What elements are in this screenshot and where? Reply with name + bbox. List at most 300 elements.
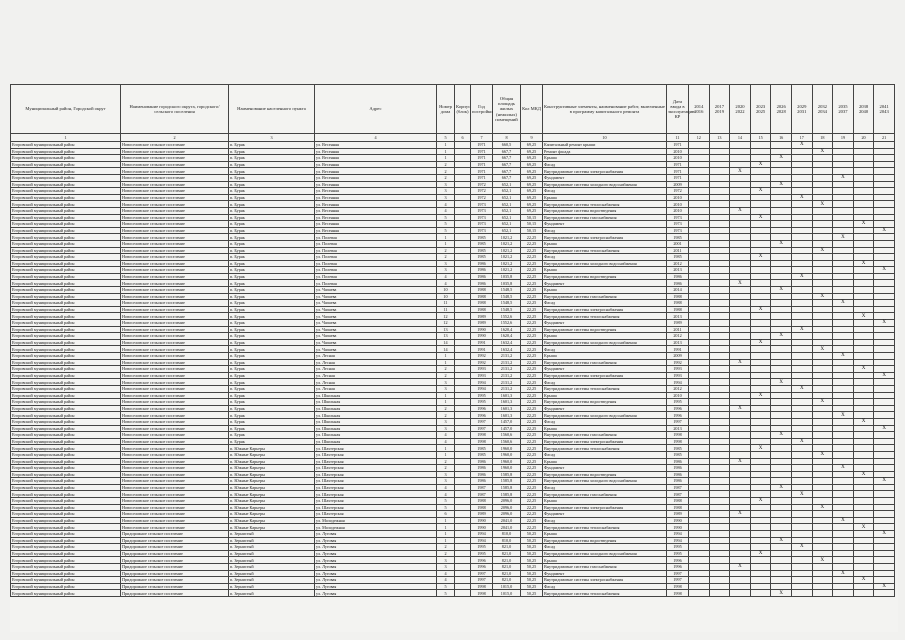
work-cell: Внутридомовые системы газоснабжения (543, 564, 667, 571)
period-mark-cell (853, 478, 874, 485)
locality-cell: п. Зернистый (229, 570, 315, 577)
period-mark-cell (689, 478, 710, 485)
locality-cell: п. Буряк (229, 300, 315, 307)
work-cell: Фундамент (543, 570, 667, 577)
period-mark-cell (709, 320, 730, 327)
period-mark-cell (709, 583, 730, 590)
period-mark-cell (750, 531, 771, 538)
period-mark-cell (812, 491, 833, 498)
kr-date-cell: 2013 (667, 313, 689, 320)
period-mark-cell (730, 333, 751, 340)
locality-cell: п. Буряк (229, 227, 315, 234)
column-number: 7 (471, 134, 493, 142)
year-cell: 1997 (471, 570, 493, 577)
period-mark-cell (812, 405, 833, 412)
kr-date-cell: 1971 (667, 174, 689, 181)
address-cell: ул. Чапаева (315, 287, 437, 294)
period-mark-cell (791, 313, 812, 320)
work-cell: Фундамент (543, 511, 667, 518)
area-cell: 810,0 (493, 537, 521, 544)
column-number: 4 (315, 134, 437, 142)
locality-cell: п. Буряк (229, 379, 315, 386)
district-cell: Егоровский муниципальный район (11, 188, 121, 195)
district-cell: Егоровский муниципальный район (11, 491, 121, 498)
period-mark-cell (709, 201, 730, 208)
address-cell: ул. Шахтерская (315, 504, 437, 511)
period-mark-cell (874, 346, 895, 353)
period-mark-cell (853, 564, 874, 571)
work-cell: Внутридомовые системы холодного водоснабжения (543, 339, 667, 346)
year-cell: 1985 (471, 240, 493, 247)
mkd-cell: 22,25 (521, 366, 543, 373)
period-mark-cell: X (771, 155, 792, 162)
area-cell: 821,0 (493, 550, 521, 557)
table-row (11, 577, 895, 584)
work-cell: Внутридомовые системы газоснабжения (543, 214, 667, 221)
header-locality: Наименование населенного пункта (229, 85, 315, 134)
work-cell: Внутридомовые системы электроснабжения (543, 168, 667, 175)
block-cell (455, 306, 471, 313)
table-row (11, 188, 895, 195)
year-cell: 1986 (471, 471, 493, 478)
settlement-cell: Новоселовское сельское поселение (121, 247, 229, 254)
period-mark-cell (689, 379, 710, 386)
block-cell (455, 339, 471, 346)
house-cell: 2 (437, 544, 455, 551)
period-mark-cell (812, 287, 833, 294)
period-mark-cell (730, 194, 751, 201)
period-mark-cell (689, 385, 710, 392)
settlement-cell: Новоселовское сельское поселение (121, 333, 229, 340)
block-cell (455, 498, 471, 505)
period-mark-cell (853, 207, 874, 214)
area-cell: 1021,2 (493, 260, 521, 267)
work-cell: Внутридомовые системы теплоснабжения (543, 524, 667, 531)
year-cell: 1985 (471, 234, 493, 241)
work-cell: Внутридомовые системы электроснабжения (543, 438, 667, 445)
period-mark-cell (689, 438, 710, 445)
year-cell: 1988 (471, 287, 493, 294)
period-mark-cell (833, 142, 854, 149)
table-row (11, 425, 895, 432)
period-mark-cell (771, 161, 792, 168)
period-mark-cell (730, 478, 751, 485)
period-mark-cell: X (750, 339, 771, 346)
kr-date-cell: 1986 (667, 458, 689, 465)
house-cell: 3 (437, 471, 455, 478)
period-mark-cell (833, 326, 854, 333)
locality-cell: п. Южные Карьеры (229, 445, 315, 452)
period-mark-cell (730, 425, 751, 432)
period-mark-cell (689, 155, 710, 162)
year-cell: 1991 (471, 346, 493, 353)
area-cell: 2131,2 (493, 372, 521, 379)
column-number: 15 (750, 134, 771, 142)
address-cell: ул. Весенняя (315, 155, 437, 162)
period-mark-cell (709, 142, 730, 149)
mkd-cell: 50,25 (521, 557, 543, 564)
period-mark-cell (689, 214, 710, 221)
address-cell: ул. Шахтерская (315, 498, 437, 505)
period-mark-cell (812, 583, 833, 590)
settlement-cell: Новоселовское сельское поселение (121, 445, 229, 452)
period-mark-cell (874, 412, 895, 419)
settlement-cell: Новоселовское сельское поселение (121, 300, 229, 307)
house-cell: 5 (437, 583, 455, 590)
period-mark-cell (750, 385, 771, 392)
table-row (11, 531, 895, 538)
locality-cell: п. Буряк (229, 181, 315, 188)
period-mark-cell (771, 306, 792, 313)
period-mark-cell (874, 293, 895, 300)
year-cell: 1973 (471, 227, 493, 234)
district-cell: Егоровский муниципальный район (11, 346, 121, 353)
house-cell: 2 (437, 372, 455, 379)
settlement-cell: Новоселовское сельское поселение (121, 287, 229, 294)
mkd-cell: 22,25 (521, 465, 543, 472)
period-mark-cell (812, 194, 833, 201)
period-mark-cell (853, 339, 874, 346)
period-mark-cell (689, 188, 710, 195)
period-mark-cell (730, 399, 751, 406)
table-row (11, 570, 895, 577)
period-mark-cell (771, 570, 792, 577)
block-cell (455, 287, 471, 294)
period-mark-cell (750, 346, 771, 353)
settlement-cell: Новоселовское сельское поселение (121, 412, 229, 419)
period-mark-cell (689, 201, 710, 208)
district-cell: Егоровский муниципальный район (11, 234, 121, 241)
period-mark-cell (791, 504, 812, 511)
locality-cell: п. Буряк (229, 287, 315, 294)
period-mark-cell (771, 234, 792, 241)
work-cell: Крыша (543, 531, 667, 538)
period-mark-cell (833, 531, 854, 538)
mkd-cell: 22,25 (521, 504, 543, 511)
area-cell: 1457,0 (493, 425, 521, 432)
year-cell: 1994 (471, 379, 493, 386)
period-mark-cell (833, 221, 854, 228)
address-cell: ул. Школьная (315, 405, 437, 412)
address-cell: ул. Школьная (315, 399, 437, 406)
period-mark-cell (833, 491, 854, 498)
district-cell: Егоровский муниципальный район (11, 511, 121, 518)
period-mark-cell (853, 267, 874, 274)
year-cell: 1973 (471, 201, 493, 208)
period-mark-cell (730, 557, 751, 564)
period-mark-cell (689, 254, 710, 261)
mkd-cell: 22,25 (521, 260, 543, 267)
district-cell: Егоровский муниципальный район (11, 201, 121, 208)
kr-date-cell: 1998 (667, 583, 689, 590)
kr-date-cell: 2001 (667, 240, 689, 247)
period-mark-cell (874, 451, 895, 458)
block-cell (455, 227, 471, 234)
district-cell: Егоровский муниципальный район (11, 300, 121, 307)
period-mark-cell (853, 438, 874, 445)
period-mark-cell (833, 564, 854, 571)
period-mark-cell (812, 418, 833, 425)
period-mark-cell (709, 471, 730, 478)
period-mark-cell (709, 300, 730, 307)
mkd-cell: 69,25 (521, 174, 543, 181)
locality-cell: п. Зернистый (229, 557, 315, 564)
period-mark-cell (791, 234, 812, 241)
period-mark-cell (689, 372, 710, 379)
house-cell: 10 (437, 293, 455, 300)
block-cell (455, 379, 471, 386)
period-mark-cell (750, 168, 771, 175)
period-mark-cell (750, 465, 771, 472)
period-mark-cell (730, 418, 751, 425)
table-row (11, 471, 895, 478)
block-cell (455, 570, 471, 577)
period-mark-cell (709, 432, 730, 439)
district-cell: Егоровский муниципальный район (11, 504, 121, 511)
period-mark-cell (709, 359, 730, 366)
locality-cell: п. Буряк (229, 201, 315, 208)
period-mark-cell: X (833, 412, 854, 419)
period-mark-cell (791, 320, 812, 327)
period-mark-cell (689, 320, 710, 327)
period-mark-cell (771, 207, 792, 214)
address-cell: ул. Чапаева (315, 339, 437, 346)
period-mark-cell: X (853, 313, 874, 320)
district-cell: Егоровский муниципальный район (11, 478, 121, 485)
table-row (11, 326, 895, 333)
period-mark-cell (853, 399, 874, 406)
year-cell: 1988 (471, 293, 493, 300)
mkd-cell: 50,25 (521, 531, 543, 538)
address-cell: ул. Шахтерская (315, 471, 437, 478)
period-mark-cell (689, 234, 710, 241)
year-cell: 1990 (471, 524, 493, 531)
area-cell: 821,0 (493, 570, 521, 577)
mkd-cell: 22,25 (521, 313, 543, 320)
period-mark-cell: X (791, 385, 812, 392)
period-mark-cell: X (812, 557, 833, 564)
locality-cell: п. Буряк (229, 207, 315, 214)
period-mark-cell (833, 445, 854, 452)
period-mark-cell (709, 194, 730, 201)
work-cell: Фасад (543, 451, 667, 458)
header-period: 2020 2022 (730, 85, 751, 134)
period-mark-cell (791, 207, 812, 214)
mkd-cell: 22,25 (521, 458, 543, 465)
period-mark-cell (874, 577, 895, 584)
work-cell: Фундамент (543, 320, 667, 327)
header-year: Год постройки (471, 85, 493, 134)
period-mark-cell (791, 550, 812, 557)
kr-date-cell: 1972 (667, 188, 689, 195)
period-mark-cell (874, 484, 895, 491)
area-cell: 821,0 (493, 564, 521, 571)
mkd-cell: 22,25 (521, 346, 543, 353)
period-mark-cell (833, 293, 854, 300)
settlement-cell: Новоселовское сельское поселение (121, 142, 229, 149)
period-mark-cell (709, 517, 730, 524)
period-mark-cell: X (853, 366, 874, 373)
work-cell: Крыша (543, 267, 667, 274)
period-mark-cell (689, 491, 710, 498)
mkd-cell: 22,25 (521, 287, 543, 294)
house-cell: 4 (437, 491, 455, 498)
work-cell: Крыша (543, 353, 667, 360)
period-mark-cell (833, 214, 854, 221)
period-mark-cell: X (730, 564, 751, 571)
period-mark-cell (791, 445, 812, 452)
table-row (11, 221, 895, 228)
year-cell: 1973 (471, 221, 493, 228)
district-cell: Егоровский муниципальный район (11, 524, 121, 531)
house-cell: 1 (437, 240, 455, 247)
mkd-cell: 50,15 (521, 214, 543, 221)
year-cell: 1988 (471, 300, 493, 307)
period-mark-cell (730, 570, 751, 577)
year-cell: 1996 (471, 564, 493, 571)
period-mark-cell (689, 326, 710, 333)
area-cell: 1560,6 (493, 438, 521, 445)
period-mark-cell (833, 451, 854, 458)
mkd-cell: 22,25 (521, 240, 543, 247)
column-number: 10 (543, 134, 667, 142)
period-mark-cell (771, 451, 792, 458)
year-cell: 1993 (471, 372, 493, 379)
area-cell: 1552,6 (493, 313, 521, 320)
header-period: 2038 2040 (853, 85, 874, 134)
area-cell: 1960,0 (493, 465, 521, 472)
area-cell: 1632,4 (493, 346, 521, 353)
block-cell (455, 181, 471, 188)
year-cell: 1995 (471, 392, 493, 399)
period-mark-cell (689, 484, 710, 491)
period-mark-cell (709, 161, 730, 168)
year-cell: 1988 (471, 504, 493, 511)
work-cell: Фасад (543, 379, 667, 386)
period-mark-cell (812, 260, 833, 267)
column-number: 11 (667, 134, 689, 142)
period-mark-cell (730, 372, 751, 379)
period-mark-cell (689, 359, 710, 366)
period-mark-cell (689, 445, 710, 452)
year-cell: 1998 (471, 432, 493, 439)
table-row (11, 174, 895, 181)
mkd-cell: 22,25 (521, 484, 543, 491)
period-mark-cell (689, 346, 710, 353)
period-mark-cell (709, 399, 730, 406)
year-cell: 1998 (471, 590, 493, 597)
district-cell: Егоровский муниципальный район (11, 333, 121, 340)
mkd-cell: 22,25 (521, 517, 543, 524)
table-row (11, 405, 895, 412)
work-cell: Фундамент (543, 366, 667, 373)
period-mark-cell: X (833, 465, 854, 472)
period-mark-cell (709, 544, 730, 551)
period-mark-cell (689, 247, 710, 254)
kr-date-cell: 1989 (667, 511, 689, 518)
period-mark-cell (730, 300, 751, 307)
period-mark-cell (853, 570, 874, 577)
block-cell (455, 531, 471, 538)
period-mark-cell (853, 194, 874, 201)
locality-cell: п. Южные Карьеры (229, 504, 315, 511)
block-cell (455, 359, 471, 366)
mkd-cell: 50,25 (521, 564, 543, 571)
period-mark-cell (833, 550, 854, 557)
period-mark-cell (730, 148, 751, 155)
block-cell (455, 207, 471, 214)
district-cell: Егоровский муниципальный район (11, 425, 121, 432)
period-mark-cell (791, 557, 812, 564)
period-mark-cell (853, 537, 874, 544)
year-cell: 1998 (471, 438, 493, 445)
period-mark-cell (771, 221, 792, 228)
period-mark-cell (853, 161, 874, 168)
address-cell: ул. Лесная (315, 379, 437, 386)
period-mark-cell: X (730, 359, 751, 366)
settlement-cell: Новоселовское сельское поселение (121, 306, 229, 313)
period-mark-cell (730, 234, 751, 241)
period-mark-cell (791, 577, 812, 584)
table-row (11, 300, 895, 307)
work-cell: Внутридомовые системы водоотведения (543, 471, 667, 478)
period-mark-cell (709, 379, 730, 386)
district-cell: Егоровский муниципальный район (11, 465, 121, 472)
period-mark-cell (771, 511, 792, 518)
period-mark-cell (750, 320, 771, 327)
block-cell (455, 465, 471, 472)
period-mark-cell (791, 188, 812, 195)
work-cell: Внутридомовые системы электроснабжения (543, 234, 667, 241)
address-cell: ул. Лесная (315, 359, 437, 366)
period-mark-cell (750, 478, 771, 485)
period-mark-cell: X (853, 577, 874, 584)
period-mark-cell (750, 491, 771, 498)
mkd-cell: 22,25 (521, 293, 543, 300)
work-cell: Крыша (543, 194, 667, 201)
period-mark-cell (833, 418, 854, 425)
period-mark-cell (833, 313, 854, 320)
period-mark-cell (853, 234, 874, 241)
period-mark-cell (689, 300, 710, 307)
period-mark-cell (689, 306, 710, 313)
period-mark-cell (709, 333, 730, 340)
block-cell (455, 583, 471, 590)
house-cell: 3 (437, 418, 455, 425)
district-cell: Егоровский муниципальный район (11, 280, 121, 287)
kr-date-cell: 1987 (667, 491, 689, 498)
period-mark-cell (833, 511, 854, 518)
period-mark-cell (689, 511, 710, 518)
column-number: 14 (730, 134, 751, 142)
district-cell: Егоровский муниципальный район (11, 240, 121, 247)
year-cell: 1971 (471, 148, 493, 155)
period-mark-cell (853, 214, 874, 221)
period-mark-cell (730, 201, 751, 208)
settlement-cell: Новоселовское сельское поселение (121, 240, 229, 247)
period-mark-cell (874, 161, 895, 168)
mkd-cell: 22,25 (521, 392, 543, 399)
period-mark-cell (689, 174, 710, 181)
mkd-cell: 22,25 (521, 445, 543, 452)
period-mark-cell (791, 418, 812, 425)
settlement-cell: Придорожное сельское поселение (121, 550, 229, 557)
area-cell: 667,7 (493, 148, 521, 155)
district-cell: Егоровский муниципальный район (11, 339, 121, 346)
mkd-cell: 22,25 (521, 320, 543, 327)
locality-cell: п. Буряк (229, 372, 315, 379)
period-mark-cell (833, 504, 854, 511)
